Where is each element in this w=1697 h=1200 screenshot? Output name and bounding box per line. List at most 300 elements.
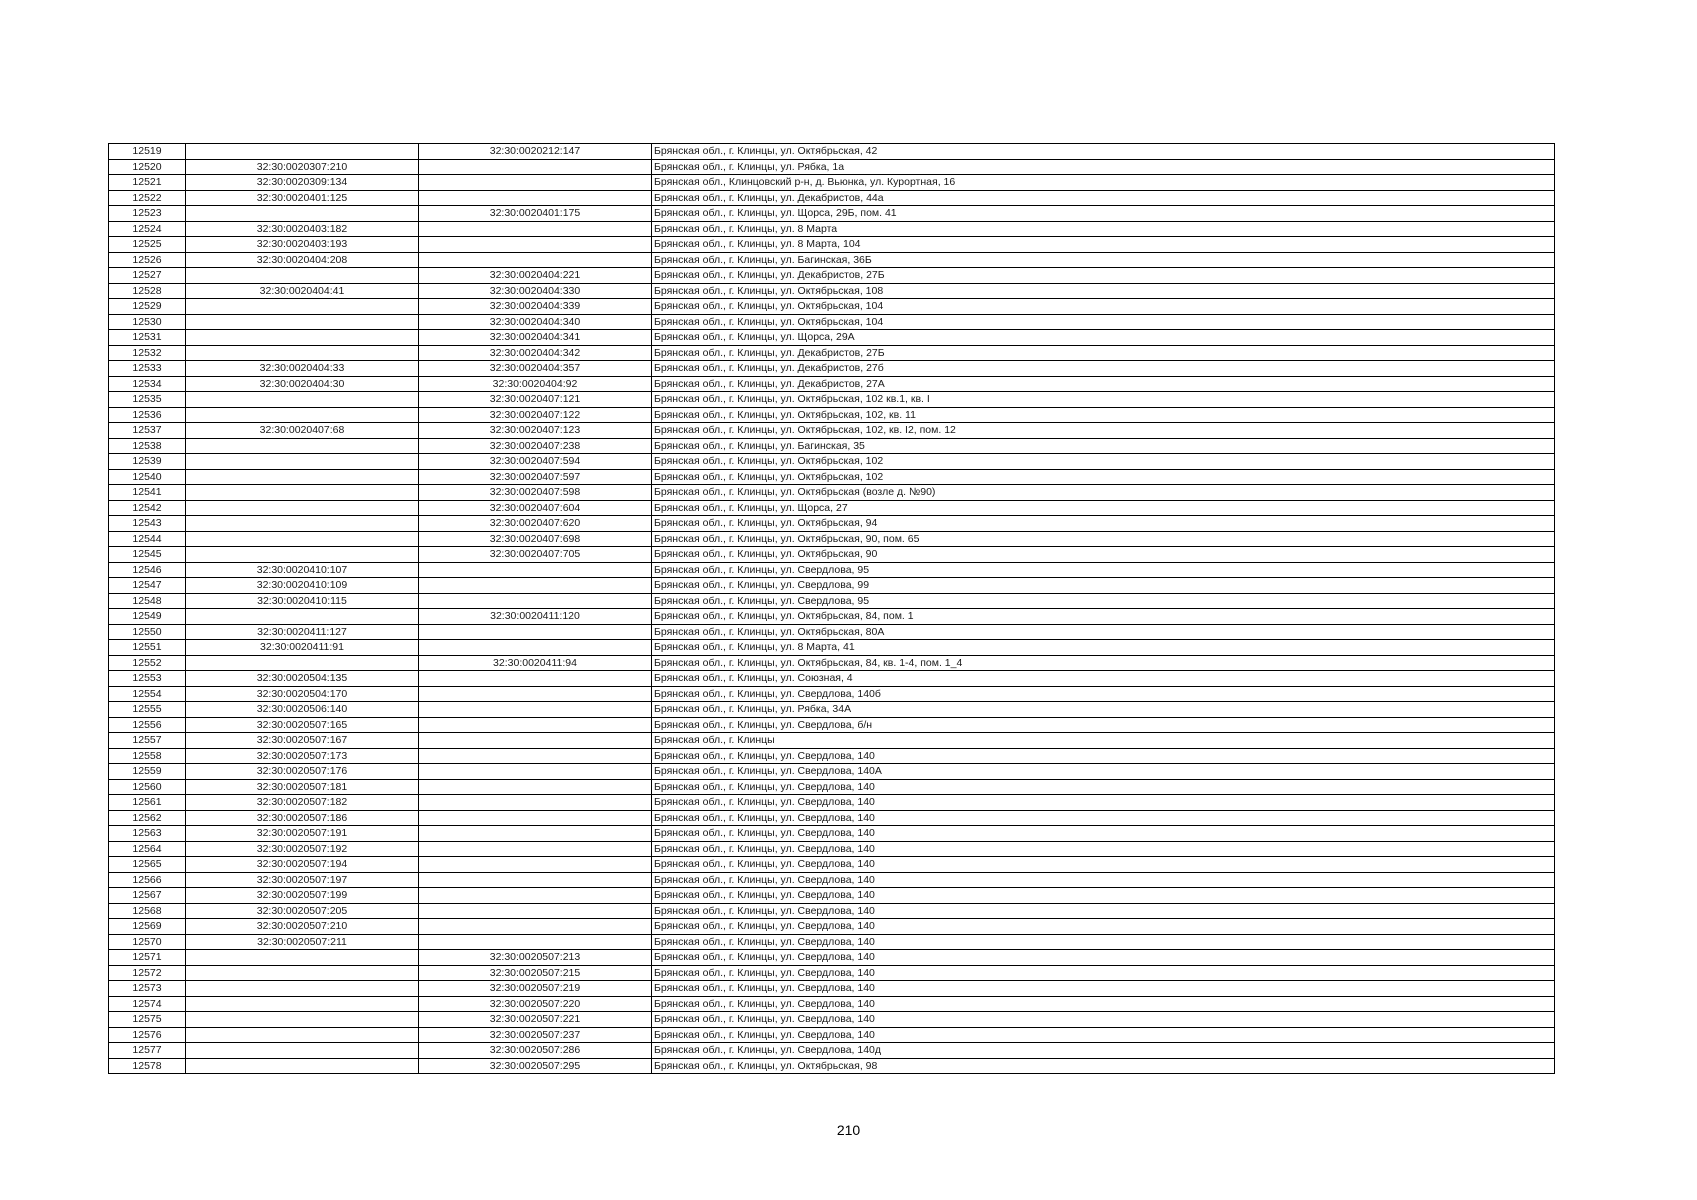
cadastral-number-cell: 32:30:0020507:167 [186,733,419,749]
address-cell: Брянская обл., г. Клинцы, ул. Свердлова, 140 [652,841,1555,857]
address-cell: Брянская обл., г. Клинцы, ул. Октябрьская, 94 [652,516,1555,532]
address-cell: Брянская обл., г. Клинцы, ул. 8 Марта [652,221,1555,237]
cadastral-number-cell [186,1027,419,1043]
row-number-cell: 12533 [109,361,186,377]
row-number-cell: 12529 [109,299,186,315]
address-cell: Брянская обл., г. Клинцы, ул. Октябрьская, 108 [652,283,1555,299]
cadastral-number-cell [186,950,419,966]
table-row [109,872,1555,888]
cadastral-number-2-cell [419,671,652,687]
cadastral-number-2-cell: 32:30:0020507:213 [419,950,652,966]
table-row [109,779,1555,795]
cadastral-number-cell: 32:30:0020507:192 [186,841,419,857]
table-row [109,159,1555,175]
cadastral-number-cell [186,454,419,470]
row-number-cell: 12543 [109,516,186,532]
table-row [109,748,1555,764]
cadastral-number-2-cell: 32:30:0020404:92 [419,376,652,392]
row-number-cell: 12519 [109,144,186,160]
address-cell: Брянская обл., г. Клинцы, ул. Свердлова, 140 [652,1012,1555,1028]
address-cell: Брянская обл., г. Клинцы, ул. Свердлова, 140 [652,779,1555,795]
table-row [109,810,1555,826]
address-cell: Брянская обл., г. Клинцы, ул. Свердлова, 99 [652,578,1555,594]
cadastral-number-2-cell [419,888,652,904]
address-cell: Брянская обл., г. Клинцы, ул. Свердлова, 140 [652,857,1555,873]
cadastral-number-2-cell [419,702,652,718]
table-row [109,671,1555,687]
address-cell: Брянская обл., г. Клинцы, ул. Союзная, 4 [652,671,1555,687]
row-number-cell: 12541 [109,485,186,501]
cadastral-number-cell: 32:30:0020507:211 [186,934,419,950]
table-row [109,485,1555,501]
table-row [109,345,1555,361]
cadastral-number-2-cell [419,175,652,191]
cadastral-number-2-cell [419,237,652,253]
cadastral-number-2-cell: 32:30:0020507:221 [419,1012,652,1028]
row-number-cell: 12520 [109,159,186,175]
address-cell: Брянская обл., г. Клинцы, ул. Декабристов, 27Б [652,345,1555,361]
cadastral-number-2-cell: 32:30:0020404:342 [419,345,652,361]
table-row [109,965,1555,981]
cadastral-number-cell: 32:30:0020307:210 [186,159,419,175]
address-cell: Брянская обл., г. Клинцы, ул. Рябка, 1а [652,159,1555,175]
table-row [109,996,1555,1012]
cadastral-number-cell [186,516,419,532]
cadastral-number-2-cell: 32:30:0020407:123 [419,423,652,439]
address-cell: Брянская обл., г. Клинцы, ул. Октябрьская, 104 [652,299,1555,315]
cadastral-number-2-cell: 32:30:0020507:215 [419,965,652,981]
row-number-cell: 12531 [109,330,186,346]
cadastral-number-cell [186,1012,419,1028]
address-cell: Брянская обл., г. Клинцы, ул. Свердлова, 140 [652,748,1555,764]
cadastral-number-cell: 32:30:0020309:134 [186,175,419,191]
cadastral-number-2-cell [419,159,652,175]
address-cell: Брянская обл., г. Клинцы, ул. Октябрьская, 102 [652,469,1555,485]
cadastral-number-cell [186,500,419,516]
table-row [109,1012,1555,1028]
row-number-cell: 12570 [109,934,186,950]
row-number-cell: 12547 [109,578,186,594]
address-cell: Брянская обл., г. Клинцы, ул. Октябрьская, 102 [652,454,1555,470]
address-cell: Брянская обл., г. Клинцы, ул. Свердлова, 140 [652,919,1555,935]
table-row [109,841,1555,857]
registry-table [108,143,1555,1074]
row-number-cell: 12527 [109,268,186,284]
row-number-cell: 12568 [109,903,186,919]
row-number-cell: 12528 [109,283,186,299]
address-cell: Брянская обл., г. Клинцы, ул. Октябрьская, 102, кв. 11 [652,407,1555,423]
address-cell: Брянская обл., г. Клинцы, ул. Щорса, 27 [652,500,1555,516]
cadastral-number-cell: 32:30:0020410:115 [186,593,419,609]
row-number-cell: 12534 [109,376,186,392]
cadastral-number-cell [186,469,419,485]
address-cell: Брянская обл., г. Клинцы, ул. Свердлова, 140 [652,996,1555,1012]
cadastral-number-2-cell [419,578,652,594]
cadastral-number-2-cell [419,748,652,764]
address-cell: Брянская обл., г. Клинцы, ул. Свердлова, 140д [652,1043,1555,1059]
cadastral-number-2-cell [419,640,652,656]
cadastral-number-2-cell [419,872,652,888]
row-number-cell: 12575 [109,1012,186,1028]
cadastral-number-cell: 32:30:0020411:91 [186,640,419,656]
address-cell: Брянская обл., г. Клинцы, ул. Багинская, 35 [652,438,1555,454]
cadastral-number-2-cell: 32:30:0020404:357 [419,361,652,377]
table-row [109,252,1555,268]
cadastral-number-cell: 32:30:0020407:68 [186,423,419,439]
address-cell: Брянская обл., г. Клинцы, ул. Свердлова, 140А [652,764,1555,780]
cadastral-number-2-cell: 32:30:0020401:175 [419,206,652,222]
row-number-cell: 12549 [109,609,186,625]
row-number-cell: 12566 [109,872,186,888]
cadastral-number-2-cell: 32:30:0020507:295 [419,1058,652,1074]
row-number-cell: 12564 [109,841,186,857]
row-number-cell: 12557 [109,733,186,749]
row-number-cell: 12567 [109,888,186,904]
cadastral-number-2-cell [419,562,652,578]
cadastral-number-cell: 32:30:0020404:33 [186,361,419,377]
row-number-cell: 12539 [109,454,186,470]
cadastral-number-2-cell [419,593,652,609]
cadastral-number-cell [186,407,419,423]
cadastral-number-2-cell [419,841,652,857]
cadastral-number-2-cell: 32:30:0020407:598 [419,485,652,501]
address-cell: Брянская обл., г. Клинцы, ул. Свердлова, 140 [652,826,1555,842]
address-cell: Брянская обл., г. Клинцы, ул. Рябка, 34А [652,702,1555,718]
row-number-cell: 12552 [109,655,186,671]
cadastral-number-cell: 32:30:0020404:41 [186,283,419,299]
row-number-cell: 12574 [109,996,186,1012]
cadastral-number-2-cell: 32:30:0020404:339 [419,299,652,315]
cadastral-number-2-cell: 32:30:0020404:330 [419,283,652,299]
address-cell: Брянская обл., г. Клинцы, ул. Свердлова, 140 [652,965,1555,981]
table-row [109,655,1555,671]
cadastral-number-2-cell: 32:30:0020507:237 [419,1027,652,1043]
table-row [109,144,1555,160]
cadastral-number-2-cell: 32:30:0020404:221 [419,268,652,284]
table-row [109,454,1555,470]
table-row [109,268,1555,284]
cadastral-number-2-cell: 32:30:0020411:120 [419,609,652,625]
address-cell: Брянская обл., Клинцовский р-н, д. Вьюнка, ул. Курортная, 16 [652,175,1555,191]
row-number-cell: 12536 [109,407,186,423]
table-row [109,795,1555,811]
cadastral-number-cell: 32:30:0020504:170 [186,686,419,702]
address-cell: Брянская обл., г. Клинцы, ул. Свердлова, 140 [652,934,1555,950]
cadastral-number-cell [186,144,419,160]
table-row [109,392,1555,408]
table-row [109,717,1555,733]
cadastral-number-2-cell [419,826,652,842]
cadastral-number-cell [186,1058,419,1074]
cadastral-number-2-cell: 32:30:0020407:238 [419,438,652,454]
cadastral-number-2-cell [419,795,652,811]
table-row [109,175,1555,191]
cadastral-number-cell [186,299,419,315]
cadastral-number-2-cell: 32:30:0020407:122 [419,407,652,423]
cadastral-number-cell: 32:30:0020401:125 [186,190,419,206]
cadastral-number-2-cell: 32:30:0020407:594 [419,454,652,470]
cadastral-number-2-cell [419,733,652,749]
cadastral-number-2-cell [419,624,652,640]
cadastral-number-2-cell: 32:30:0020404:340 [419,314,652,330]
table-row [109,578,1555,594]
cadastral-number-cell: 32:30:0020504:135 [186,671,419,687]
row-number-cell: 12562 [109,810,186,826]
cadastral-number-cell: 32:30:0020507:210 [186,919,419,935]
cadastral-number-2-cell: 32:30:0020407:597 [419,469,652,485]
row-number-cell: 12540 [109,469,186,485]
cadastral-number-cell: 32:30:0020507:165 [186,717,419,733]
table-row [109,190,1555,206]
table-row [109,686,1555,702]
cadastral-number-2-cell: 32:30:0020407:705 [419,547,652,563]
address-cell: Брянская обл., г. Клинцы, ул. Октябрьская, 90, пом. 65 [652,531,1555,547]
address-cell: Брянская обл., г. Клинцы, ул. Свердлова, 95 [652,562,1555,578]
cadastral-number-2-cell [419,190,652,206]
table-row [109,469,1555,485]
address-cell: Брянская обл., г. Клинцы, ул. Свердлова, 140 [652,810,1555,826]
address-cell: Брянская обл., г. Клинцы, ул. Декабристов, 27А [652,376,1555,392]
cadastral-number-2-cell [419,934,652,950]
table-row [109,237,1555,253]
table-row [109,950,1555,966]
cadastral-number-cell: 32:30:0020403:182 [186,221,419,237]
address-cell: Брянская обл., г. Клинцы, ул. Октябрьская, 102, кв. I2, пом. 12 [652,423,1555,439]
cadastral-number-cell: 32:30:0020404:30 [186,376,419,392]
row-number-cell: 12577 [109,1043,186,1059]
address-cell: Брянская обл., г. Клинцы, ул. Свердлова, 140 [652,950,1555,966]
cadastral-number-cell [186,485,419,501]
address-cell: Брянская обл., г. Клинцы, ул. Щорса, 29А [652,330,1555,346]
address-cell: Брянская обл., г. Клинцы, ул. Свердлова, б/н [652,717,1555,733]
cadastral-number-2-cell [419,717,652,733]
address-cell: Брянская обл., г. Клинцы, ул. Свердлова, 140б [652,686,1555,702]
table-row [109,423,1555,439]
address-cell: Брянская обл., г. Клинцы, ул. Багинская, 36Б [652,252,1555,268]
cadastral-number-cell: 32:30:0020411:127 [186,624,419,640]
address-cell: Брянская обл., г. Клинцы, ул. Октябрьская (возле д. №90) [652,485,1555,501]
cadastral-number-cell [186,392,419,408]
table-row [109,299,1555,315]
cadastral-number-2-cell: 32:30:0020407:604 [419,500,652,516]
table-row [109,919,1555,935]
address-cell: Брянская обл., г. Клинцы, ул. Декабристов, 44а [652,190,1555,206]
cadastral-number-cell [186,981,419,997]
cadastral-number-cell [186,655,419,671]
cadastral-number-2-cell: 32:30:0020407:698 [419,531,652,547]
row-number-cell: 12573 [109,981,186,997]
table-row [109,283,1555,299]
address-cell: Брянская обл., г. Клинцы, ул. Октябрьская, 98 [652,1058,1555,1074]
cadastral-number-cell: 32:30:0020507:173 [186,748,419,764]
table-row [109,206,1555,222]
row-number-cell: 12524 [109,221,186,237]
cadastral-number-cell: 32:30:0020410:107 [186,562,419,578]
table-row [109,1058,1555,1074]
row-number-cell: 12576 [109,1027,186,1043]
address-cell: Брянская обл., г. Клинцы, ул. Октябрьская, 84, пом. 1 [652,609,1555,625]
row-number-cell: 12530 [109,314,186,330]
address-cell: Брянская обл., г. Клинцы, ул. Свердлова, 140 [652,795,1555,811]
table-row [109,547,1555,563]
table-row [109,221,1555,237]
address-cell: Брянская обл., г. Клинцы, ул. Октябрьская, 42 [652,144,1555,160]
cadastral-number-cell: 32:30:0020507:181 [186,779,419,795]
cadastral-number-2-cell [419,221,652,237]
table-row [109,1043,1555,1059]
row-number-cell: 12550 [109,624,186,640]
address-cell: Брянская обл., г. Клинцы [652,733,1555,749]
cadastral-number-cell [186,609,419,625]
address-cell: Брянская обл., г. Клинцы, ул. Свердлова, 140 [652,903,1555,919]
row-number-cell: 12553 [109,671,186,687]
registry-table-body [109,144,1555,1074]
row-number-cell: 12558 [109,748,186,764]
row-number-cell: 12525 [109,237,186,253]
address-cell: Брянская обл., г. Клинцы, ул. Декабристов, 27б [652,361,1555,377]
cadastral-number-2-cell: 32:30:0020404:341 [419,330,652,346]
cadastral-number-cell [186,330,419,346]
row-number-cell: 12523 [109,206,186,222]
cadastral-number-2-cell: 32:30:0020507:220 [419,996,652,1012]
table-row [109,361,1555,377]
table-row [109,609,1555,625]
cadastral-number-cell: 32:30:0020507:182 [186,795,419,811]
table-row [109,593,1555,609]
row-number-cell: 12559 [109,764,186,780]
cadastral-number-2-cell: 32:30:0020507:219 [419,981,652,997]
row-number-cell: 12556 [109,717,186,733]
table-row [109,702,1555,718]
row-number-cell: 12554 [109,686,186,702]
cadastral-number-cell [186,1043,419,1059]
row-number-cell: 12535 [109,392,186,408]
table-row [109,516,1555,532]
cadastral-number-cell [186,314,419,330]
page-number: 210 [836,1122,861,1138]
row-number-cell: 12542 [109,500,186,516]
cadastral-number-cell: 32:30:0020507:199 [186,888,419,904]
address-cell: Брянская обл., г. Клинцы, ул. 8 Марта, 104 [652,237,1555,253]
address-cell: Брянская обл., г. Клинцы, ул. Октябрьская, 104 [652,314,1555,330]
address-cell: Брянская обл., г. Клинцы, ул. Октябрьская, 102 кв.1, кв. I [652,392,1555,408]
row-number-cell: 12538 [109,438,186,454]
address-cell: Брянская обл., г. Клинцы, ул. Октябрьская, 90 [652,547,1555,563]
cadastral-number-cell [186,996,419,1012]
address-cell: Брянская обл., г. Клинцы, ул. Октябрьская, 80А [652,624,1555,640]
cadastral-number-2-cell: 32:30:0020212:147 [419,144,652,160]
cadastral-number-cell: 32:30:0020507:205 [186,903,419,919]
cadastral-number-cell [186,531,419,547]
cadastral-number-cell [186,268,419,284]
row-number-cell: 12521 [109,175,186,191]
cadastral-number-cell: 32:30:0020410:109 [186,578,419,594]
address-cell: Брянская обл., г. Клинцы, ул. Щорса, 29Б, пом. 41 [652,206,1555,222]
address-cell: Брянская обл., г. Клинцы, ул. Свердлова, 140 [652,981,1555,997]
address-cell: Брянская обл., г. Клинцы, ул. Свердлова, 140 [652,888,1555,904]
row-number-cell: 12561 [109,795,186,811]
cadastral-number-cell: 32:30:0020507:176 [186,764,419,780]
cadastral-number-2-cell [419,686,652,702]
address-cell: Брянская обл., г. Клинцы, ул. Декабристов, 27Б [652,268,1555,284]
address-cell: Брянская обл., г. Клинцы, ул. 8 Марта, 41 [652,640,1555,656]
cadastral-number-2-cell [419,764,652,780]
table-row [109,888,1555,904]
cadastral-number-2-cell [419,919,652,935]
row-number-cell: 12571 [109,950,186,966]
cadastral-number-2-cell: 32:30:0020507:286 [419,1043,652,1059]
cadastral-number-2-cell: 32:30:0020407:620 [419,516,652,532]
cadastral-number-cell: 32:30:0020507:194 [186,857,419,873]
cadastral-number-cell: 32:30:0020506:140 [186,702,419,718]
cadastral-number-2-cell [419,903,652,919]
table-row [109,857,1555,873]
row-number-cell: 12548 [109,593,186,609]
address-cell: Брянская обл., г. Клинцы, ул. Свердлова, 140 [652,1027,1555,1043]
table-row [109,733,1555,749]
cadastral-number-cell: 32:30:0020507:186 [186,810,419,826]
table-row [109,438,1555,454]
table-row [109,640,1555,656]
table-row [109,562,1555,578]
row-number-cell: 12560 [109,779,186,795]
row-number-cell: 12532 [109,345,186,361]
table-row [109,376,1555,392]
cadastral-number-cell: 32:30:0020507:191 [186,826,419,842]
cadastral-number-cell [186,547,419,563]
table-row [109,407,1555,423]
cadastral-number-2-cell [419,252,652,268]
table-row [109,903,1555,919]
cadastral-number-cell [186,345,419,361]
cadastral-number-2-cell [419,857,652,873]
row-number-cell: 12578 [109,1058,186,1074]
address-cell: Брянская обл., г. Клинцы, ул. Свердлова, 140 [652,872,1555,888]
cadastral-number-cell [186,965,419,981]
row-number-cell: 12526 [109,252,186,268]
address-cell: Брянская обл., г. Клинцы, ул. Октябрьская, 84, кв. 1-4, пом. 1_4 [652,655,1555,671]
cadastral-number-cell: 32:30:0020404:208 [186,252,419,268]
table-row [109,531,1555,547]
table-row [109,500,1555,516]
cadastral-number-cell: 32:30:0020507:197 [186,872,419,888]
address-cell: Брянская обл., г. Клинцы, ул. Свердлова, 95 [652,593,1555,609]
cadastral-number-2-cell: 32:30:0020411:94 [419,655,652,671]
row-number-cell: 12522 [109,190,186,206]
cadastral-number-cell [186,438,419,454]
table-row [109,330,1555,346]
table-row [109,1027,1555,1043]
row-number-cell: 12572 [109,965,186,981]
table-row [109,314,1555,330]
row-number-cell: 12563 [109,826,186,842]
row-number-cell: 12546 [109,562,186,578]
cadastral-number-2-cell [419,779,652,795]
table-row [109,624,1555,640]
row-number-cell: 12569 [109,919,186,935]
cadastral-number-2-cell: 32:30:0020407:121 [419,392,652,408]
table-row [109,934,1555,950]
row-number-cell: 12544 [109,531,186,547]
cadastral-number-cell [186,206,419,222]
table-row [109,764,1555,780]
row-number-cell: 12565 [109,857,186,873]
row-number-cell: 12551 [109,640,186,656]
table-row [109,826,1555,842]
cadastral-number-2-cell [419,810,652,826]
row-number-cell: 12555 [109,702,186,718]
row-number-cell: 12545 [109,547,186,563]
